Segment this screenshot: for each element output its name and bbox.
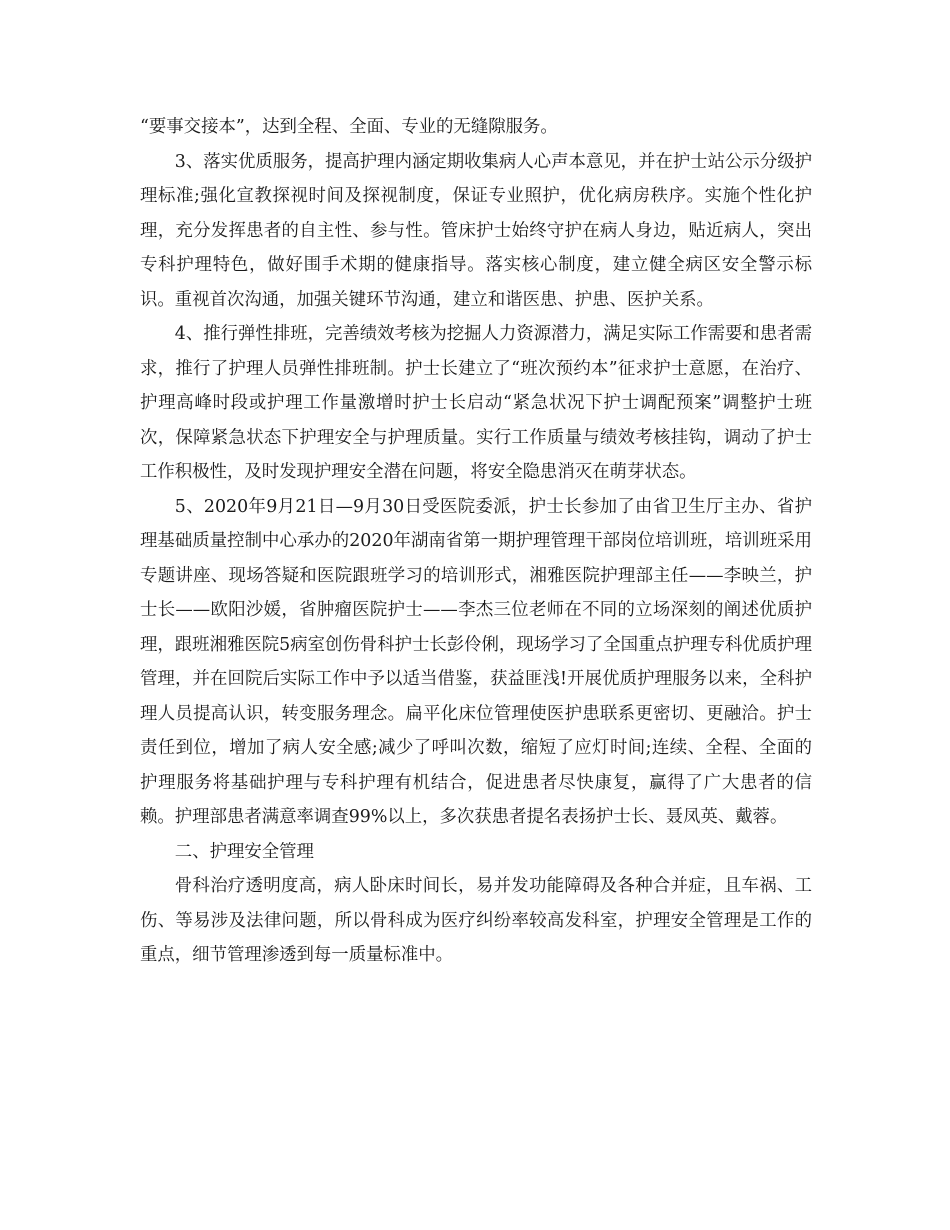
section-heading-safety: 二、护理安全管理 (174, 841, 314, 862)
paragraph-handover-continuation: “要事交接本”，达到全程、全面、专业的无缝隙服务。 (140, 117, 558, 137)
document-page (140, 110, 812, 973)
paragraph-quality-service: 3、落实优质服务，提高护理内涵定期收集病人心声本意见，并在护士站公示分级护理标准;强化宣教探视时间及探视制度，保证专业照护，优化病房秩序。实施个性化护理，充分发挥患者的自主性、参与性。管床护士始终守护在病人身边，贴近病人，突出专科护理特色，做好围手术期的健康指导。落实核心制度，建立健全病区安全警示标识。重视首次沟通，加强关键环节沟通，建立和谐医患、护患、医护关系。 (140, 151, 812, 310)
paragraph-flexible-scheduling: 4、推行弹性排班，完善绩效考核为挖掘人力资源潜力，满足实际工作需要和患者需求，推行了护理人员弹性排班制。护士长建立了“班次预约本”征求护士意愿，在治疗、护理高峰时段或护理工作量激增时护士长启动“紧急状况下护士调配预案”调整护士班次，保障紧急状态下护理安全与护理质量。实行工作质量与绩效考核挂钩，调动了护士工作积极性，及时发现护理安全潜在问题，将安全隐患消灭在萌芽状态。 (140, 324, 812, 482)
paragraph-training: 5、2020年9月21日—9月30日受医院委派，护士长参加了由省卫生厅主办、省护理基础质量控制中心承办的2020年湖南省第一期护理管理干部岗位培训班，培训班采用专题讲座、现场答疑和医院跟班学习的培训形式，湘雅医院护理部主任——李映兰，护士长——欧阳沙媛，省肿瘤医院护士——李杰三位老师在不同的立场深刻的阐述优质护理，跟班湘雅医院5病室创伤骨科护士长彭伶俐，现场学习了全国重点护理专科优质护理管理，并在回院后实际工作中予以适当借鉴，获益匪浅!开展优质护理服务以来，全科护理人员提高认识，转变服务理念。扁平化床位管理使医护患联系更密切、更融洽。护士责任到位，增加了病人安全感;减少了呼叫次数，缩短了应灯时间;连续、全程、全面的护理服务将基础护理与专科护理有机结合，促进患者尽快康复，赢得了广大患者的信赖。护理部患者满意率调查99%以上，多次获患者提名表扬护士长、聂凤英、戴蓉。 (140, 496, 812, 827)
paragraph-safety-management: 骨科治疗透明度高，病人卧床时间长，易并发功能障碍及各种合并症，且车祸、工伤、等易涉及法律问题，所以骨科成为医疗纠纷率较高发科室，护理安全管理是工作的重点，细节管理渗透到每一质量标准中。 (140, 876, 812, 965)
